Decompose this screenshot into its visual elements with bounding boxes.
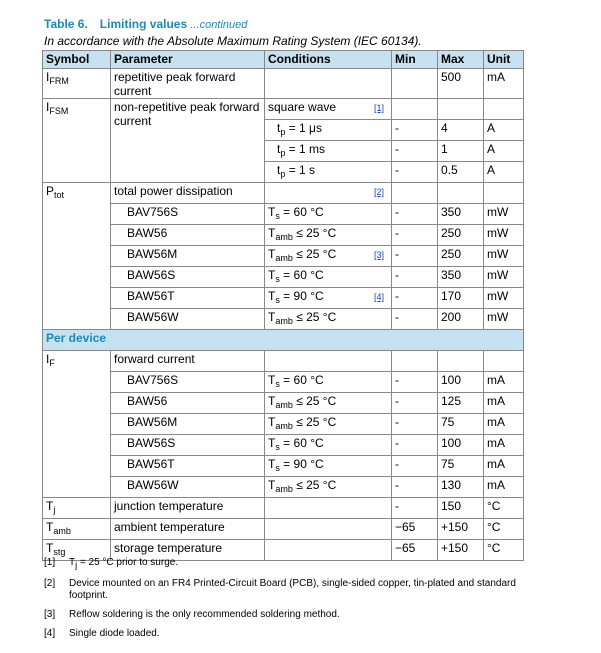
min-cell: -	[392, 141, 438, 162]
unit-cell: °C	[484, 540, 524, 561]
unit-cell: A	[484, 162, 524, 183]
unit-cell: mW	[484, 267, 524, 288]
conditions-cell: $T_s = 60$ °C	[265, 267, 392, 288]
min-cell	[392, 99, 438, 120]
parameter-cell: ambient temperature	[111, 519, 265, 540]
max-cell: 250	[438, 246, 484, 267]
min-cell: -	[392, 393, 438, 414]
parameter-cell: repetitive peak forward current	[111, 69, 265, 99]
symbol-cell: $P_{tot}$	[43, 183, 111, 330]
table-caption	[44, 17, 247, 31]
device-name-cell: BAW56W	[111, 477, 265, 498]
unit-cell: A	[484, 120, 524, 141]
conditions-cell: $T_{amb} \le 25$ °C	[265, 477, 392, 498]
table-row	[43, 69, 524, 99]
max-cell: 170	[438, 288, 484, 309]
table-row	[43, 225, 524, 246]
min-cell: -	[392, 162, 438, 183]
max-cell: 4	[438, 120, 484, 141]
symbol-cell: $T_{stg}$	[43, 540, 111, 561]
table-header-row	[43, 51, 524, 69]
min-cell: -	[392, 267, 438, 288]
footnote-text: Reflow soldering is the only recommended soldering method.	[69, 609, 340, 620]
unit-cell: °C	[484, 519, 524, 540]
max-cell: 1	[438, 141, 484, 162]
min-cell: -	[392, 498, 438, 519]
footnote-item	[44, 628, 554, 640]
footnote-link[interactable]: [3]	[373, 250, 384, 260]
unit-cell: mA	[484, 69, 524, 99]
conditions-cell: $T_{amb} \le 25$ °C	[265, 309, 392, 330]
table-row	[43, 435, 524, 456]
table-row	[43, 267, 524, 288]
conditions-cell: $t_p = 1$ s	[265, 162, 392, 183]
unit-cell: A	[484, 141, 524, 162]
table-row	[43, 204, 524, 225]
footnote-text: Device mounted on an FR4 Printed-Circuit Board (PCB), single-sided copper, tin-plated and standard footprint.	[69, 578, 516, 601]
max-cell: 150	[438, 498, 484, 519]
max-cell: 75	[438, 456, 484, 477]
max-cell: +150	[438, 519, 484, 540]
table-row	[43, 414, 524, 435]
footnote-item: [1] Tj = 25 °C prior to surge.	[44, 557, 179, 570]
table-row	[43, 99, 524, 120]
footnote-link[interactable]: [2]	[373, 187, 384, 197]
unit-cell: mW	[484, 204, 524, 225]
conditions-cell: $T_s = 60$ °C	[265, 204, 392, 225]
max-cell: 0.5	[438, 162, 484, 183]
conditions-cell	[265, 183, 392, 204]
conditions-cell: $T_{amb} \le 25$ °C	[265, 225, 392, 246]
unit-cell: mW	[484, 246, 524, 267]
device-name-cell: BAW56S	[111, 435, 265, 456]
conditions-cell	[265, 498, 392, 519]
min-cell: -	[392, 204, 438, 225]
table-row	[43, 288, 524, 309]
table-row	[43, 456, 524, 477]
min-cell: -	[392, 246, 438, 267]
min-cell: -	[392, 288, 438, 309]
device-name-cell: BAW56M	[111, 414, 265, 435]
col-header-symbol: Symbol	[43, 51, 111, 69]
max-cell: 500	[438, 69, 484, 99]
group-header-row	[43, 330, 524, 351]
min-cell: −65	[392, 540, 438, 561]
table-row	[43, 183, 524, 204]
device-name-cell: BAW56T	[111, 456, 265, 477]
device-name-cell: BAV756S	[111, 204, 265, 225]
footnote-id: [1]	[44, 557, 56, 568]
table-row	[43, 246, 524, 267]
col-header-max: Max	[438, 51, 484, 69]
parameter-cell: storage temperature	[111, 540, 265, 561]
unit-cell: mA	[484, 477, 524, 498]
table-row	[43, 477, 524, 498]
footnote-link[interactable]: [4]	[373, 292, 384, 302]
conditions-cell: $t_p = 1$ ms	[265, 141, 392, 162]
min-cell: -	[392, 414, 438, 435]
unit-cell: mW	[484, 288, 524, 309]
device-name-cell: BAW56	[111, 393, 265, 414]
min-cell: -	[392, 456, 438, 477]
parameter-cell: non-repetitive peak forward current	[111, 99, 265, 183]
max-cell: 100	[438, 372, 484, 393]
min-cell: -	[392, 372, 438, 393]
symbol-cell: $T_j$	[43, 498, 111, 519]
col-header-conditions: Conditions	[265, 51, 392, 69]
conditions-cell: $T_s = 90$ °C	[265, 456, 392, 477]
footnote-link[interactable]: [1]	[373, 103, 384, 113]
table-row	[43, 519, 524, 540]
symbol-cell: $T_{amb}$	[43, 519, 111, 540]
table-title: Limiting values	[99, 17, 188, 31]
device-name-cell: BAW56S	[111, 267, 265, 288]
table-row	[43, 498, 524, 519]
max-cell: +150	[438, 540, 484, 561]
device-name-cell: BAW56W	[111, 309, 265, 330]
symbol-cell: $I_{FSM}$	[43, 99, 111, 183]
parameter-cell: junction temperature	[111, 498, 265, 519]
conditions-cell: square wave [1]	[265, 99, 392, 120]
conditions-cell: $T_s = 90$ °C [4]	[265, 288, 392, 309]
max-cell: 350	[438, 204, 484, 225]
min-cell	[392, 351, 438, 372]
min-cell: -	[392, 435, 438, 456]
min-cell	[392, 183, 438, 204]
max-cell: 350	[438, 267, 484, 288]
unit-cell: mA	[484, 372, 524, 393]
conditions-cell: $T_{amb} \le 25$ °C	[265, 414, 392, 435]
conditions-cell: $T_s = 60$ °C	[265, 435, 392, 456]
conditions-cell: $T_s = 60$ °C	[265, 372, 392, 393]
footnote-id: [4]	[44, 628, 56, 639]
col-header-parameter: Parameter	[111, 51, 265, 69]
conditions-cell: $t_p = 1$ μs	[265, 120, 392, 141]
parameter-cell: forward current	[111, 351, 265, 372]
symbol-cell: $I_F$	[43, 351, 111, 498]
device-name-cell: BAW56M	[111, 246, 265, 267]
col-header-unit: Unit	[484, 51, 524, 69]
unit-cell: mA	[484, 435, 524, 456]
unit-cell: mA	[484, 414, 524, 435]
device-name-cell: BAW56	[111, 225, 265, 246]
max-cell	[438, 99, 484, 120]
table-subtitle: In accordance with the Absolute Maximum Rating System (IEC 60134).	[44, 34, 422, 48]
footnote-id: [2]	[44, 578, 56, 589]
unit-cell: mW	[484, 225, 524, 246]
footnote-item	[44, 578, 554, 602]
table-row	[43, 372, 524, 393]
min-cell: -	[392, 309, 438, 330]
conditions-cell: $T_{amb} \le 25$ °C	[265, 393, 392, 414]
max-cell	[438, 351, 484, 372]
min-cell: -	[392, 477, 438, 498]
min-cell: -	[392, 225, 438, 246]
device-name-cell: BAW56T	[111, 288, 265, 309]
unit-cell	[484, 183, 524, 204]
min-cell: -	[392, 120, 438, 141]
unit-cell	[484, 99, 524, 120]
unit-cell	[484, 351, 524, 372]
symbol-cell: $I_{FRM}$	[43, 69, 111, 99]
unit-cell: mA	[484, 456, 524, 477]
max-cell: 125	[438, 393, 484, 414]
col-header-min: Min	[392, 51, 438, 69]
conditions-cell	[265, 69, 392, 99]
unit-cell: mA	[484, 393, 524, 414]
footnote-item	[44, 609, 554, 621]
max-cell: 100	[438, 435, 484, 456]
unit-cell: mW	[484, 309, 524, 330]
table-row	[43, 393, 524, 414]
footnotes	[44, 557, 554, 647]
parameter-cell: total power dissipation	[111, 183, 265, 204]
device-name-cell: BAV756S	[111, 372, 265, 393]
max-cell: 75	[438, 414, 484, 435]
min-cell	[392, 69, 438, 99]
conditions-cell: $T_{amb} \le 25$ °C [3]	[265, 246, 392, 267]
conditions-cell	[265, 351, 392, 372]
min-cell: −65	[392, 519, 438, 540]
max-cell	[438, 183, 484, 204]
group-label: Per device	[43, 330, 524, 351]
table-continued: ...continued	[190, 19, 248, 31]
table-number: Table 6.	[44, 17, 88, 31]
table-row	[43, 309, 524, 330]
max-cell: 250	[438, 225, 484, 246]
max-cell: 130	[438, 477, 484, 498]
footnote-id: [3]	[44, 609, 56, 620]
conditions-cell	[265, 519, 392, 540]
table-row	[43, 351, 524, 372]
footnote-text: Single diode loaded.	[69, 628, 160, 639]
unit-cell: °C	[484, 498, 524, 519]
max-cell: 200	[438, 309, 484, 330]
limiting-values-table	[42, 50, 524, 561]
